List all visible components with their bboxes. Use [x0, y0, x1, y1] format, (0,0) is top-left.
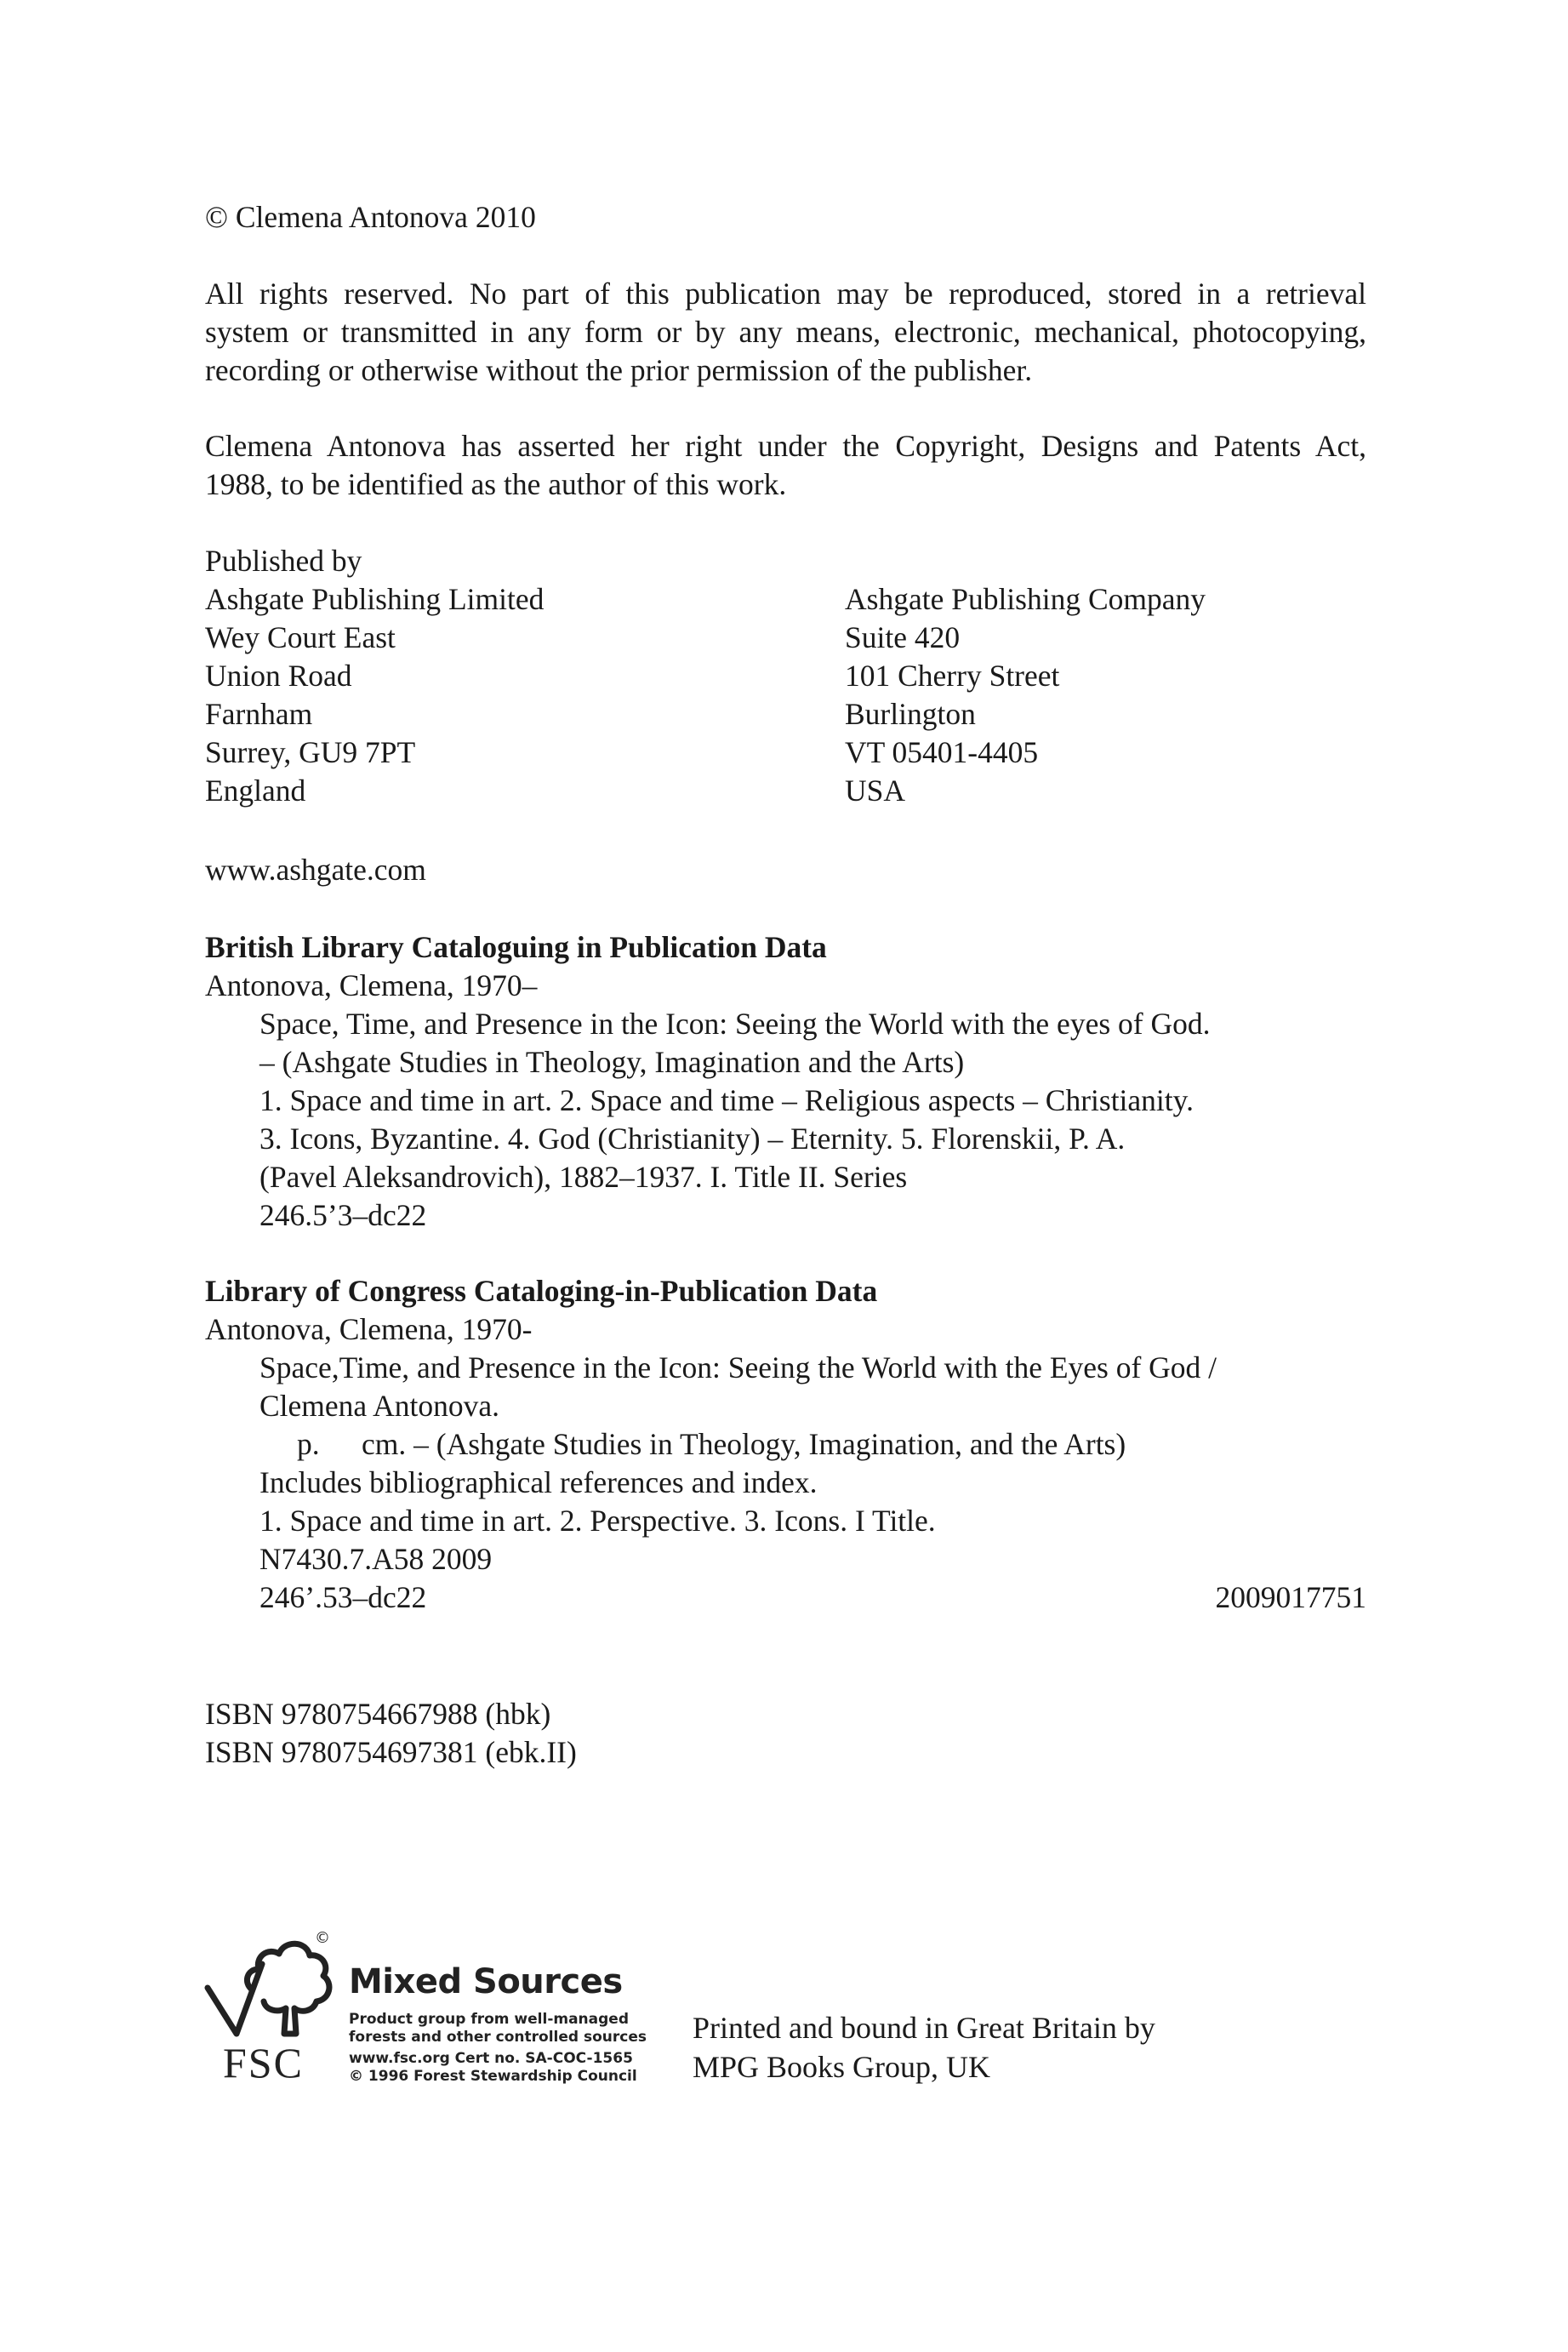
address-line: Surrey, GU9 7PT [205, 735, 416, 769]
address-line: USA [845, 774, 906, 808]
loc-line: N7430.7.A58 2009 [259, 1542, 493, 1576]
rights-line: system or transmitted in any form or by any means, electronic, mechanical, photocopying, [205, 315, 1366, 349]
isbn-line: ISBN 9780754667988 (hbk) [205, 1697, 551, 1731]
address-line: Ashgate Publishing Company [845, 582, 1206, 616]
fsc-registered-mark: © [315, 1929, 330, 1947]
publisher-us-address [845, 580, 1206, 810]
fsc-line: Product group from well-managed [349, 2011, 630, 2028]
rights-paragraph [205, 275, 1366, 390]
moral-rights-paragraph [205, 427, 1366, 504]
published-by-label: Published by [205, 544, 362, 578]
loc-title-line: Space,Time, and Presence in the Icon: Seeing the World with the Eyes of God / [259, 1350, 1217, 1384]
publisher-uk-address [205, 580, 544, 810]
asserted-line: 1988, to be identified as the author of this work. [205, 467, 787, 501]
bl-heading: British Library Cataloguing in Publication Data [205, 930, 827, 964]
isbn-block [205, 1695, 1366, 1772]
rights-line: All rights reserved. No part of this publication may be reproduced, stored in a retrieval [205, 277, 1366, 311]
british-library-cip [205, 928, 1366, 1235]
printer-line: MPG Books Group, UK [693, 2050, 991, 2084]
address-line: Burlington [845, 697, 976, 731]
website-url: www.ashgate.com [205, 853, 426, 887]
printer-info [693, 2008, 1155, 2087]
address-line: VT 05401-4405 [845, 735, 1039, 769]
publisher-addresses [205, 542, 1366, 814]
loc-classification: 246’.53–dc22 [259, 1580, 427, 1614]
address-line: Ashgate Publishing Limited [205, 582, 545, 616]
loc-lccn: 2009017751 [1215, 1580, 1366, 1614]
fsc-tree-check-icon [202, 1930, 347, 2049]
bl-line: 1. Space and time in art. 2. Space and time – Religious aspects – Christianity. [259, 1083, 1194, 1117]
website [205, 851, 1366, 889]
loc-cip [205, 1272, 1366, 1617]
fsc-line: © 1996 Forest Stewardship Council [349, 2068, 637, 2085]
address-line: Farnham [205, 697, 313, 731]
bl-line: – (Ashgate Studies in Theology, Imagination and the Arts) [259, 1045, 965, 1079]
address-line: England [205, 774, 306, 808]
loc-line: Includes bibliographical references and index. [259, 1465, 818, 1499]
asserted-line: Clemena Antonova has asserted her right under the Copyright, Designs and Patents Act, [205, 429, 1366, 463]
loc-p: p. [297, 1427, 320, 1461]
loc-author: Antonova, Clemena, 1970- [205, 1312, 533, 1346]
bl-author: Antonova, Clemena, 1970– [205, 968, 538, 1002]
isbn-line: ISBN 9780754697381 (ebk.II) [205, 1735, 577, 1769]
fsc-label: FSC [223, 2039, 304, 2087]
fsc-title: Mixed Sources [349, 1962, 623, 2001]
fsc-line: forests and other controlled sources [349, 2029, 647, 2046]
loc-title-line: Clemena Antonova. [259, 1389, 499, 1423]
loc-physical [205, 1425, 1366, 1464]
loc-class-row [205, 1578, 1366, 1617]
copyright-line: © Clemena Antonova 2010 [205, 200, 536, 234]
printer-line: Printed and bound in Great Britain by [693, 2011, 1155, 2045]
loc-line: 1. Space and time in art. 2. Perspective. 3. Icons. I Title. [259, 1504, 936, 1538]
bl-line: (Pavel Aleksandrovich), 1882–1937. I. Title II. Series [259, 1160, 908, 1194]
rights-line: recording or otherwise without the prior permission of the publisher. [205, 353, 1033, 387]
fsc-mixed-sources-logo [202, 1930, 645, 2100]
copyright-notice [205, 198, 1366, 237]
loc-cm-series: cm. – (Ashgate Studies in Theology, Imagination, and the Arts) [362, 1427, 1126, 1461]
address-line: Union Road [205, 659, 352, 693]
bl-line: 3. Icons, Byzantine. 4. God (Christianity) – Eternity. 5. Florenskii, P. A. [259, 1122, 1126, 1156]
address-line: Wey Court East [205, 620, 396, 654]
address-line: 101 Cherry Street [845, 659, 1060, 693]
bl-line: Space, Time, and Presence in the Icon: Seeing the World with the eyes of God. [259, 1007, 1211, 1041]
loc-heading: Library of Congress Cataloging-in-Publication Data [205, 1274, 878, 1308]
address-line: Suite 420 [845, 620, 961, 654]
fsc-line: www.fsc.org Cert no. SA-COC-1565 [349, 2050, 633, 2067]
bl-line: 246.5’3–dc22 [259, 1198, 427, 1232]
